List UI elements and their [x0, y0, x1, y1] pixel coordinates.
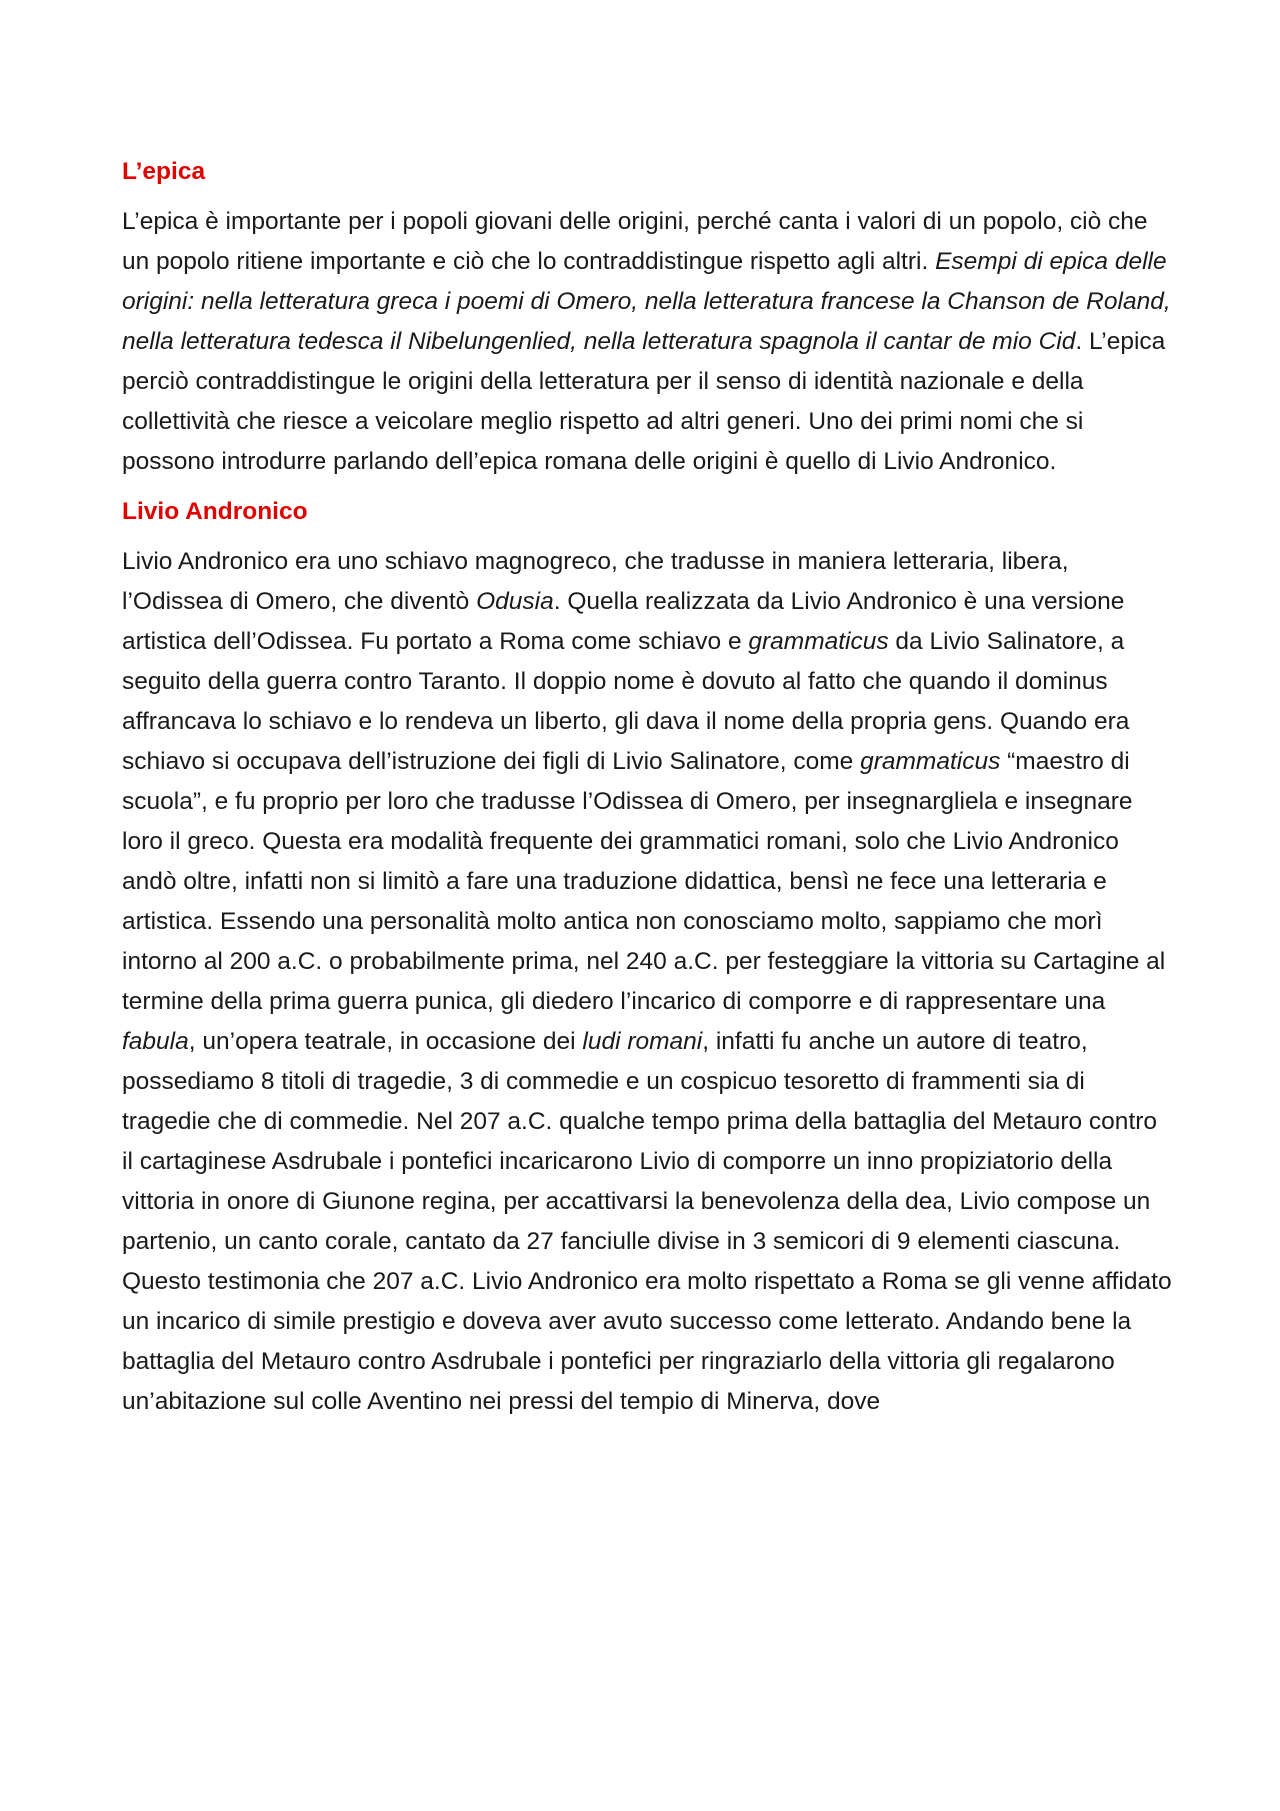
text-run: . L’epica perciò contraddistingue le origini della letteratura per il senso di identità nazionale e della collettività che riesce a veicolare meglio rispetto ad altri generi. Uno dei primi nomi che si possono introdurre parlando dell’epica romana delle origini è quello di Livio Andronico. [122, 328, 1166, 475]
text-run: . Quella realizzata da Livio Andronico è una versione artistica dell’Odissea. Fu portato a Roma come schiavo e [122, 588, 1125, 655]
text-run: , un’opera teatrale, in occasione dei [188, 1028, 583, 1055]
text-run: da Livio Salinatore, a seguito della guerra contro Taranto. Il doppio nome è dovuto al fatto che quando il dominus affrancava lo schiavo e lo rendeva un liberto, gli dava il nome della propria gens. Quando era schiavo si occupava dell’istruzione dei figli di Livio Salinatore, come [122, 628, 1130, 775]
text-run: , infatti fu anche un autore di teatro, possediamo 8 titoli di tragedie, 3 di commedie e un cospicuo tesoretto di frammenti sia di tragedie che di commedie. Nel 207 a.C. qualche tempo prima della battaglia del Metauro contro il cartaginese Asdrubale i pontefici incaricarono Livio di comporre un inno propiziatorio della vittoria in onore di Giunone regina, per accattivarsi la benevolenza della dea, Livio compose un partenio, un canto corale, cantato da 27 fanciulle divise in 3 semicori di 9 elementi ciascuna. Questo testimonia che 207 a.C. Livio Andronico era molto rispettato a Roma se gli venne affidato un incarico di simile prestigio e doveva aver avuto successo come letterato. Andando bene la battaglia del Metauro contro Asdrubale i pontefici per ringraziarlo della vittoria gli regalarono un’abitazione sul colle Aventino nei pressi del tempio di Minerva, dove [122, 1028, 1172, 1415]
text-run-italic: ludi romani [582, 1028, 703, 1055]
text-run-italic: Odusia [476, 588, 554, 615]
document-page [122, 152, 1172, 1432]
text-run-italic: grammaticus [860, 748, 1001, 775]
text-run: L’epica è importante per i popoli giovani delle origini, perché canta i valori di un popolo, ciò che un popolo ritiene importante e ciò che lo contraddistingue rispetto agli altri. [122, 208, 1148, 275]
section-heading-livio-andronico: Livio Andronico [122, 498, 308, 525]
paragraph-epica [122, 202, 1172, 482]
section-heading-epica: L’epica [122, 158, 206, 185]
text-run-italic: fabula [122, 1028, 189, 1055]
text-run: “maestro di scuola”, e fu proprio per loro che tradusse l’Odissea di Omero, per insegnargliela e insegnare loro il greco. Questa era modalità frequente dei grammatici romani, solo che Livio Andronico andò oltre, infatti non si limitò a fare una traduzione didattica, bensì ne fece una letteraria e artistica. Essendo una personalità molto antica non conosciamo molto, sappiamo che morì intorno al 200 a.C. o probabilmente prima, nel 240 a.C. per festeggiare la vittoria su Cartagine al termine della prima guerra punica, gli diedero l’incarico di comporre e di rappresentare una [122, 748, 1166, 1015]
text-run-italic: grammaticus [748, 628, 889, 655]
text-run: Livio Andronico era uno schiavo magnogreco, che tradusse in maniera letteraria, libera, l’Odissea di Omero, che diventò [122, 548, 1069, 615]
paragraph-livio-andronico [122, 542, 1172, 1422]
text-run-italic: Esempi di epica delle origini: nella letteratura greca i poemi di Omero, nella letteratura francese la Chanson de Roland, nella letteratura tedesca il Nibelungenlied, nella letteratura spagnola il cantar de mio Cid [122, 248, 1171, 355]
